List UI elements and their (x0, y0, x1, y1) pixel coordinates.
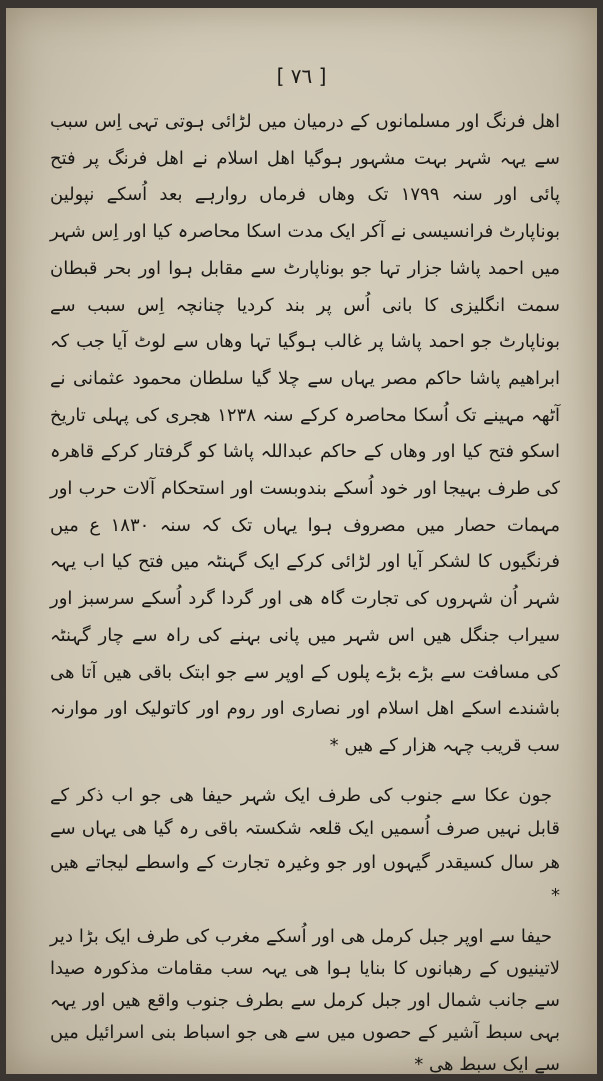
paragraph-haifa: جون عکا سے جنوب کی طرف ایک شہر حیفا هی جو اب ذکر کے قابل نہیں صرف اُسمیں ایک قلعہ شکستہ باقی رہ گیا هی یہاں سے هر سال کسیقدر گیہوں اور جو وغیرہ تجارت کے واسطے لیجاتے هیں * (50, 784, 560, 907)
page-number: [ ٧٦ ] (276, 64, 327, 88)
paragraph-mount-carmel: حیفا سے اوپر جبل کرمل هی اور اُسکے مغرب کی طرف ایک بڑا دیر لاتینیوں کے رهبانوں کا بنایا ہوا هی یہہ سب مقامات مذکورہ صیدا سے جانب شمال اور جبل کرمل سے بطرف جنوب واقع هیں اور یہہ بہی سبط آشیر کے حصوں میں سے هی جو اسباط بنی اسرائیل میں سے ایک سبط هی * (50, 925, 560, 1075)
book-page (6, 8, 597, 1074)
paragraph-acre-history: اهل فرنگ اور مسلمانوں کے درمیان میں لڑائی ہوتی تہی اِس سبب سے یہہ شہر بہت مشہور ہوگیا اهل اسلام نے اهل فرنگ پر فتح پائی اور سنہ ١٧٩٩ تک وهاں فرماں روارہے بعد اُسکے نپولین بوناپارٹ فرانسیسی نے آکر ایک مدت اسکا محاصرہ کیا اور اِس شہر میں احمد پاشا جزار تہا جو بوناپارٹ سے مقابل ہوا اور بحر قبطان سمت انگلیزی کا بانی اُس پر بند کردیا چنانچہ اِس سبب سے بوناپارٹ جو احمد پاشا پر غالب ہوگیا تہا وهاں سے لوٹ آیا جب کہ ابراهیم پاشا حاکم مصر یہاں سے چلا گیا سلطان محمود عثمانی نے آٹھہ مہینے تک اُسکا محاصرہ کرکے سنہ ١٢٣٨ هجری کی پہلی تاریخ اسکو فتح کیا اور وهاں کے حاکم عبداللہ پاشا کو گرفتار کرکے قاهرہ کی طرف بہیجا اور خود اُسکے بندوبست اور استحکام آلات حرب اور مہمات حصار میں مصروف ہوا یہاں تک کہ سنہ ١٨٣٠ ع میں فرنگیوں کا لشکر آیا اور لڑائی کرکے ایک گہنٹہ میں فتح کیا اب یہہ شہر اُن شہروں کی تجارت گاہ هی اور گردا گرد اُسکے سرسبز اور سیراب جنگل هیں اس شہر میں پانی بہنے کی راہ سے چار گہنٹہ کی مسافت سے بڑے بڑے پلوں کے اوپر سے جو ابتک باقی هیں آتا هی باشندے اسکے اهل اسلام اور نصاری اور روم اور کاتولیک اور موارنہ سب قریب چہہ هزار کے هیں * (50, 111, 560, 756)
page-body (50, 104, 560, 1081)
